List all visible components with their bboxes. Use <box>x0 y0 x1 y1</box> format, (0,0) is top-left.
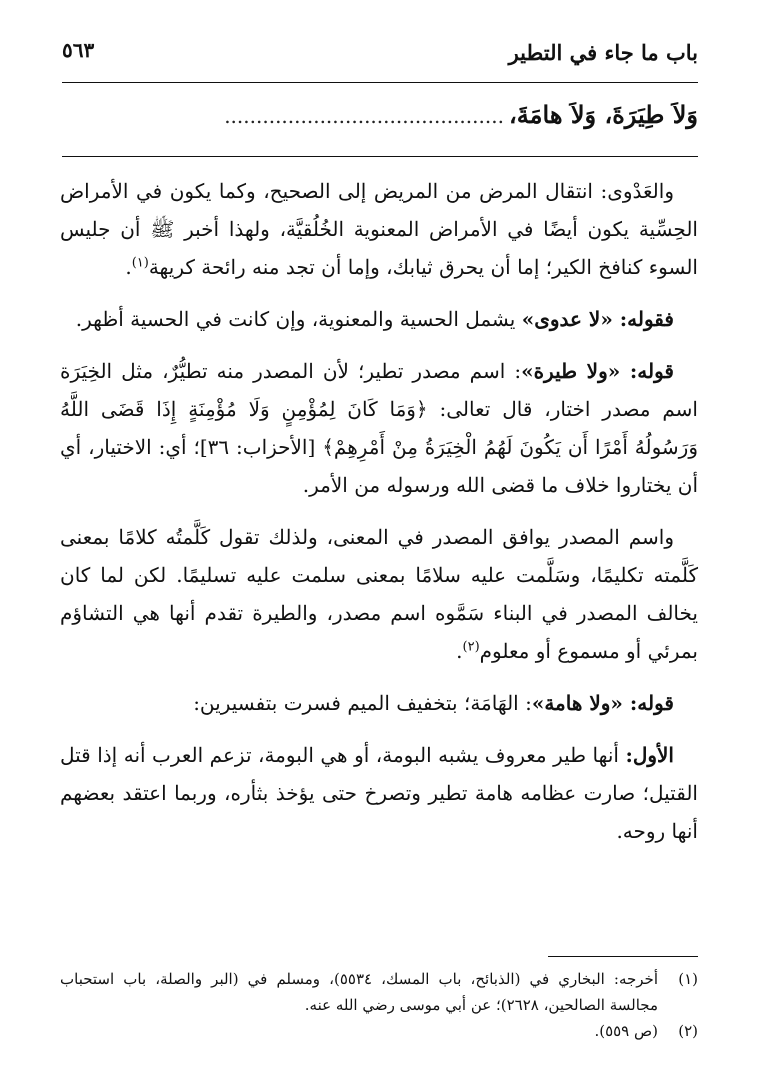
paragraph-2: فقوله: «لا عدوى» يشمل الحسية والمعنوية، وإن كانت في الحسية أظهر. <box>75 307 674 331</box>
paragraph-lead: الأول: <box>625 743 674 767</box>
paragraph-5: قوله: «ولا هامة»: الهَامَة؛ بتخفيف الميم فسرت بتفسيرين: <box>193 691 674 715</box>
matn-dots: ............................................ <box>224 104 504 128</box>
matn-line <box>62 100 698 144</box>
paragraph-lead: قوله: «ولا طيرة» <box>521 359 674 383</box>
page-header <box>62 36 698 76</box>
matn-text: وَلاَ طِيَرَةَ، وَلاَ هامَةَ، <box>509 100 698 129</box>
footnote-rule <box>548 956 698 957</box>
footnote-text: (ص ٥٥٩). <box>594 1022 658 1040</box>
header-rule <box>62 82 698 83</box>
footnote <box>60 1018 698 1044</box>
paragraph-4: واسم المصدر يوافق المصدر في المعنى، ولذلك تقول كَلَّمتُه كلامًا بمعنى كَلَّمته تكليمًا، وسَلَّمت عليه سلامًا بمعنى سلمت عليه تسليمًا. لكن لما كان يخالف المصدر في البناء سَمَّوه اسم مصدر، والطيرة تقدم أنها هي التشاؤم بمرئي أو مسموع أو معلوم$^{(٢)}$. <box>60 525 698 663</box>
footnote-text: أخرجه: البخاري في (الذبائح، باب المسك، ٥٥٣٤)، ومسلم في (البر والصلة، باب استحباب مجالسة الصالحين، ٢٦٢٨)؛ عن أبي موسى رضي الله عنه. <box>60 970 658 1014</box>
footnote-number: (١) <box>678 970 698 988</box>
footnote-ref-1[interactable]: (١) <box>131 255 149 271</box>
footnotes <box>60 966 698 1044</box>
matn-rule <box>62 156 698 157</box>
paragraph-6: الأول: أنها طير معروف يشبه البومة، أو هي البومة، تزعم العرب أنه إذا قتل القتيل؛ صارت عظامه هامة تطير وتصرخ حتى يؤخذ بثأره، وربما اعتقد بعضهم أنها روحه. <box>60 743 698 843</box>
footnote <box>60 966 698 1018</box>
running-title: باب ما جاء في التطير <box>508 40 698 65</box>
paragraph-lead: قوله: «ولا هامة» <box>531 691 674 715</box>
page-number: ٥٦٣ <box>62 38 95 62</box>
paragraph-lead: فقوله: «لا عدوى» <box>521 307 674 331</box>
paragraph-3: قوله: «ولا طيرة»: اسم مصدر تطير؛ لأن المصدر منه تطيُّرٌ، مثل الخِيَرَة اسم مصدر اختار، قال تعالى: ﴿وَمَا كَانَ لِمُؤْمِنٍ وَلَا مُؤْمِنَةٍ إِذَا قَضَى اللَّهُ وَرَسُولُهُ أَمْرًا أَن يَكُونَ لَهُمُ الْخِيَرَةُ مِنْ أَمْرِهِمْ﴾ [الأحزاب: ٣٦]؛ أي: الاختيار، أي أن يختاروا خلاف ما قضى الله ورسوله من الأمر. <box>60 359 698 497</box>
commentary-body <box>60 172 698 864</box>
paragraph-1: والعَدْوى: انتقال المرض من المريض إلى الصحيح، وكما يكون في الأمراض الحِسِّية يكون أيضًا في الأمراض المعنوية الخُلُقيَّة، ولهذا أخبر ﷺ أن جليس السوء كنافخ الكير؛ إما أن يحرق ثيابك، وإما أن تجد منه رائحة كريهة$^{(١)}$. <box>60 179 698 279</box>
footnote-ref-2[interactable]: (٢) <box>462 639 480 655</box>
footnote-number: (٢) <box>678 1022 698 1040</box>
